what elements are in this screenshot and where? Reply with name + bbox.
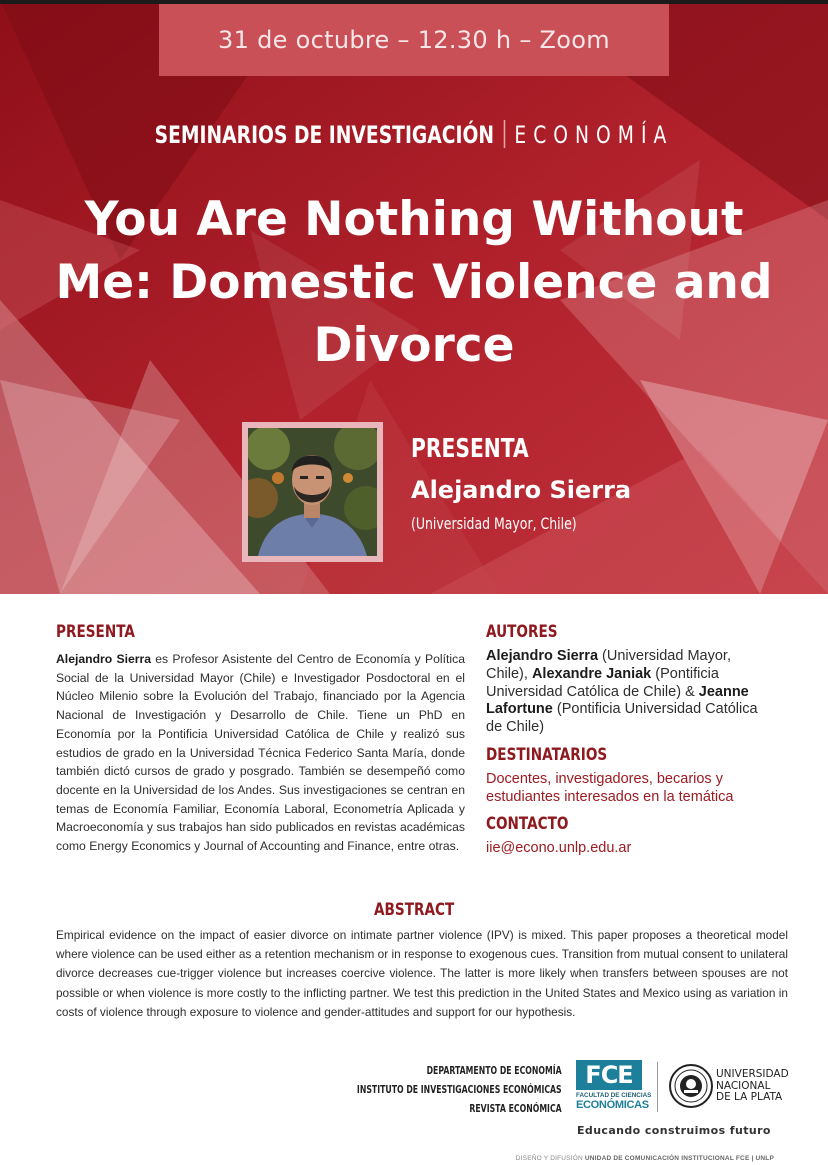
department-line: REVISTA ECONÓMICA [469,1103,562,1115]
department-line: INSTITUTO DE INVESTIGACIONES ECONÓMICAS [357,1084,562,1096]
presenter-photo [248,428,377,556]
logo-divider [657,1062,658,1112]
series-divider [503,120,505,148]
authors-list [486,648,776,737]
event-date-banner: 31 de octubre – 12.30 h – Zoom [159,4,669,76]
fce-logo-mark: FCE [576,1060,642,1090]
audience-heading: DESTINATARIOS [486,744,608,765]
bio-body: es Profesor Asistente del Centro de Economía y Política Social de la Universidad Mayor (Chile) e Investigador Posdoctoral en el Núcleo Milenio sobre la Evolución del Trabajo, financiado por la Agencia Nacional de Investigación y Desarrollo de Chile. Tiene un PhD en Economía por la Pontificia Universidad Católica de Chile y realizó sus estudios de grado en la Universidad Técnica Federico Santa María, donde también dictó cursos de grado y posgrado. También se desempeñó como docente en la Universidad de los Andes. Sus investigaciones se centran en temas de Economía Familiar, Economía Laboral, Econometría Aplicada y Macroeconomía y sus trabajos han sido publicados en revistas académicas como Energy Economics y Journal of Accounting and Finance, entre otras. [56,652,465,854]
credits-unit: UNIDAD DE COMUNICACIÓN INSTITUCIONAL FCE | UNLP [584,1155,774,1162]
series-name: SEMINARIOS DE INVESTIGACIÓN [154,121,495,149]
audience-text: Docentes, investigadores, becarios y estudiantes interesados en la temática [486,770,734,805]
talk-title-line: Divorce [313,318,515,373]
author-name: Alejandro Sierra [486,648,599,664]
authors-heading: AUTORES [486,622,558,642]
presenter-photo-frame [242,422,383,562]
presenter-label: PRESENTA [411,434,529,464]
abstract-text: Empirical evidence on the impact of easier divorce on intimate partner violence (IPV) is mixed. This paper proposes a theoretical model where violence can be used either as a retention mechanism or in response to exogenous cues. Transition from mutual consent to unilateral divorce decreases cue-trigger violence but increases coercive violence. The latter is more likely when transfers between spouses are not possible or when violence is more costly to the inflicting partner. We test this prediction in the United States and Mexico using as variation in costs of violence through exposure to violence and gender-attitudes and support for our hypothesis. [56,928,788,1019]
bio-heading: PRESENTA [56,622,135,642]
credits-prefix: DISEÑO Y DIFUSIÓN [515,1155,583,1162]
department-list [357,1062,562,1119]
abstract-heading: ABSTRACT [373,900,455,920]
series-title [91,120,737,149]
presenter-affiliation: (Universidad Mayor, Chile) [411,514,577,533]
unlp-name-line: NACIONAL [716,1079,771,1092]
bio-text [56,650,465,856]
department-line: DEPARTAMENTO DE ECONOMÍA [426,1065,562,1077]
author-name: Alexandre Janiak [531,665,652,682]
fce-logo [576,1060,652,1116]
bio-section [56,622,465,856]
talk-title [40,188,788,377]
unlp-name-line: DE LA PLATA [716,1091,783,1103]
author-affiliation: (Pontificia Universidad Católica de Chile) & [486,665,719,700]
unlp-name [716,1069,789,1104]
series-area: ECONOMÍA [514,121,674,149]
talk-title-line: Me: Domestic Violence and [55,255,773,310]
author-affiliation: (Pontificia Universidad Católica de Chile) [486,701,758,736]
fce-logo-subtitle: FACULTAD DE CIENCIAS [576,1092,652,1099]
unlp-seal-icon [668,1060,714,1112]
talk-title-line: You Are Nothing Without [84,192,744,247]
author-name: Jeanne Lafortune [486,683,749,718]
design-credits [516,1155,774,1162]
presenter-name: Alejandro Sierra [411,476,632,504]
abstract-heading-wrap [0,900,828,920]
author-affiliation: (Universidad Mayor, Chile), [486,648,731,682]
tagline: Educando construimos futuro [577,1124,771,1137]
fce-logo-name: ECONÓMICAS [576,1099,649,1111]
contact-email-link[interactable]: iie@econo.unlp.edu.ar [486,839,632,856]
info-column [486,622,776,857]
contact-heading: CONTACTO [486,813,569,834]
bio-name: Alejandro Sierra [56,652,152,666]
unlp-name-line: UNIVERSIDAD [716,1068,789,1080]
